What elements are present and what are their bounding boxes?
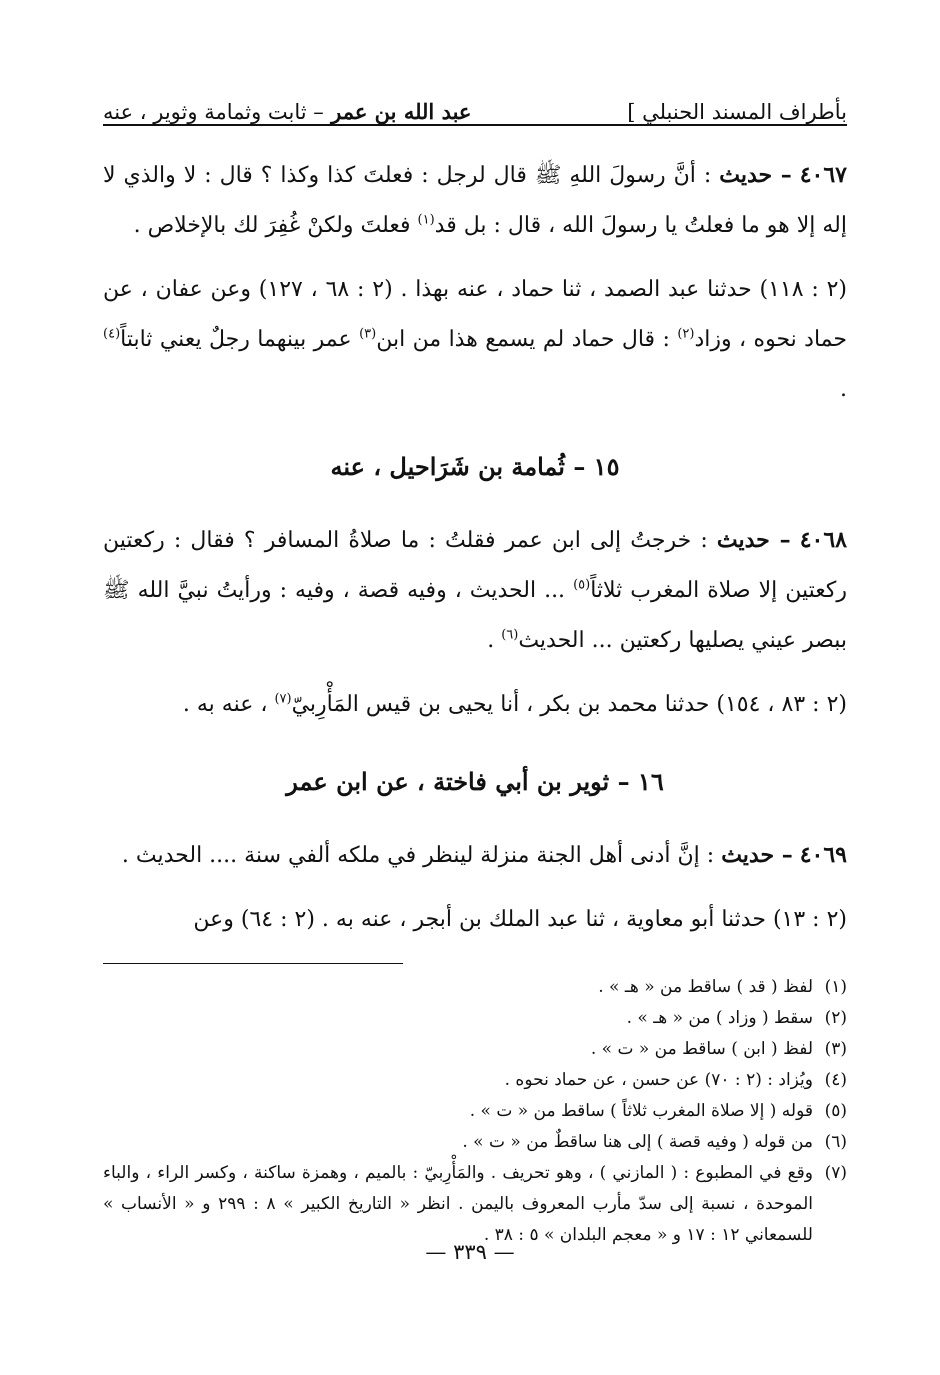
hadith-4069 (103, 830, 847, 881)
footnote-text: سقط ( وزاد ) من « هـ » . (626, 1008, 813, 1028)
footnote-number: (٧) (824, 1163, 847, 1183)
footnote-text: ويُزاد : (٢ : ٧٠) عن حسن ، عن حماد نحوه . (504, 1070, 813, 1090)
isnad-text: ، عنه به . (182, 692, 268, 717)
isnad-paragraph (103, 680, 847, 730)
footnote-text: قوله ( إلا صلاة المغرب ثلاثاً ) ساقط من « ت » . (469, 1101, 813, 1121)
footnote-ref[interactable]: (٢) (677, 326, 695, 342)
isnad-text: (٢ : ٨٣ ، ١٥٤) حدثنا محمد بن بكر ، أنا يحيى بن قيس المَأْرِبيّ (291, 692, 847, 717)
section-title (103, 99, 471, 124)
hadith-4068 (103, 515, 847, 666)
section-heading-15: ١٥ – ثُمامة بن شَرَاحيل ، عنه (330, 452, 620, 481)
footnote-divider (103, 963, 403, 964)
footnote-number: (٥) (824, 1101, 847, 1121)
footnote-number: (٢) (824, 1008, 847, 1028)
isnad-text: . (840, 377, 847, 402)
footnote-ref[interactable]: (٥) (573, 577, 591, 593)
isnad-paragraph (103, 895, 847, 945)
hadith-text: ... الحديث ، وفيه قصة ، وفيه : ورأيتُ نبيَّ الله ﷺ ببصر عيني يصليها ركعتين ... الحديث (103, 578, 847, 653)
footnote-number: (٣) (824, 1039, 847, 1059)
section-title-rest: – ثابت وثمامة وثوير ، عنه (103, 100, 324, 124)
footnote (103, 1065, 847, 1096)
isnad-text: عمر بينهما رجلٌ يعني ثابتاً (120, 327, 352, 352)
hadith-label: – حديث (721, 842, 793, 868)
footnote-number: (٤) (824, 1070, 847, 1090)
footnote (103, 972, 847, 1003)
hadith-number: ٤٠٦٨ (799, 527, 847, 553)
footnote-text: من قوله ( وفيه قصة ) إلى هنا ساقطٌ من « ت » . (462, 1132, 813, 1152)
main-text (103, 150, 847, 945)
isnad-text: (٢ : ١٣) حدثنا أبو معاوية ، ثنا عبد الملك بن أبجر ، عنه به . (٢ : ٦٤) وعن (193, 907, 847, 932)
footnote (103, 1096, 847, 1127)
hadith-4067 (103, 150, 847, 251)
footnote-ref[interactable]: (٣) (359, 326, 377, 342)
footnote-ref[interactable]: (١) (417, 212, 435, 228)
footnote-ref[interactable]: (٦) (501, 627, 519, 643)
footnote-ref[interactable]: (٤) (103, 326, 121, 342)
section-title-name: عبد الله بن عمر (331, 99, 472, 124)
footnote (103, 1158, 847, 1251)
hadith-text: فعلتَ ولكنْ غُفِرَ لك بالإخلاص . (133, 213, 411, 238)
book-page (103, 84, 847, 1251)
footnote-number: (١) (824, 977, 847, 997)
isnad-paragraph (103, 265, 847, 415)
hadith-text: : أنَّ رسولَ اللهِ ﷺ قال لرجل : فعلتَ كذا وكذا ؟ قال : لا والذي لا إله إلا هو ما فعلتُ يا رسولَ الله ، قال : بل قد (103, 163, 847, 238)
hadith-text: : إنَّ أدنى أهل الجنة منزلة لينظر في ملكه ألفي سنة .... الحديث . (121, 843, 715, 868)
page-number: — ٣٣٩ — (425, 1240, 515, 1264)
footnote (103, 1127, 847, 1158)
hadith-label: – حديث (716, 527, 791, 553)
isnad-text: (٢ : ١١٨) حدثنا عبد الصمد ، ثنا حماد ، عنه بهذا . (٢ : ٦٨ ، ١٢٧) وعن عفان ، عن حماد نحوه ، وزاد (103, 277, 848, 352)
footnote (103, 1003, 847, 1034)
footnote-text: لفظ ( قد ) ساقط من « هـ » . (598, 977, 813, 997)
footnote-ref[interactable]: (٧) (274, 691, 292, 707)
hadith-number: ٤٠٦٧ (799, 162, 847, 188)
isnad-text: : قال حماد لم يسمع هذا من ابن (376, 327, 670, 352)
hadith-label: – حديث (719, 162, 792, 188)
running-header (103, 84, 847, 126)
footnote-text: وقع في المطبوع : ( المازني ) ، وهو تحريف . والمَأْرِبيّ : بالميم ، وهمزة ساكنة ، وكسر الراء ، والباء الموحدة ، نسبة إلى سدّ مأرب المعروف باليمن . انظر « التاريخ الكبير » ٨ : ٢٩٩ و « الأنساب » للسمعاني ١٢ : ١٧ و « معجم البلدان » ٥ : ٣٨ . (103, 1163, 813, 1245)
footnote-number: (٦) (824, 1132, 847, 1152)
book-title: بأطراف المسند الحنبلي ] (627, 100, 847, 124)
hadith-text: . (487, 628, 495, 653)
footnote (103, 1034, 847, 1065)
hadith-number: ٤٠٦٩ (799, 842, 847, 868)
section-heading-16: ١٦ – ثوير بن أبي فاختة ، عن ابن عمر (286, 767, 664, 796)
hadith-text: : خرجتُ إلى ابن عمر فقلتُ : ما صلاةُ المسافر ؟ فقال : ركعتين ركعتين إلا صلاة المغرب ثلاثاً (103, 528, 847, 603)
footnote-text: لفظ ( ابن ) ساقط من « ت » . (590, 1039, 813, 1059)
footnotes (103, 972, 847, 1251)
